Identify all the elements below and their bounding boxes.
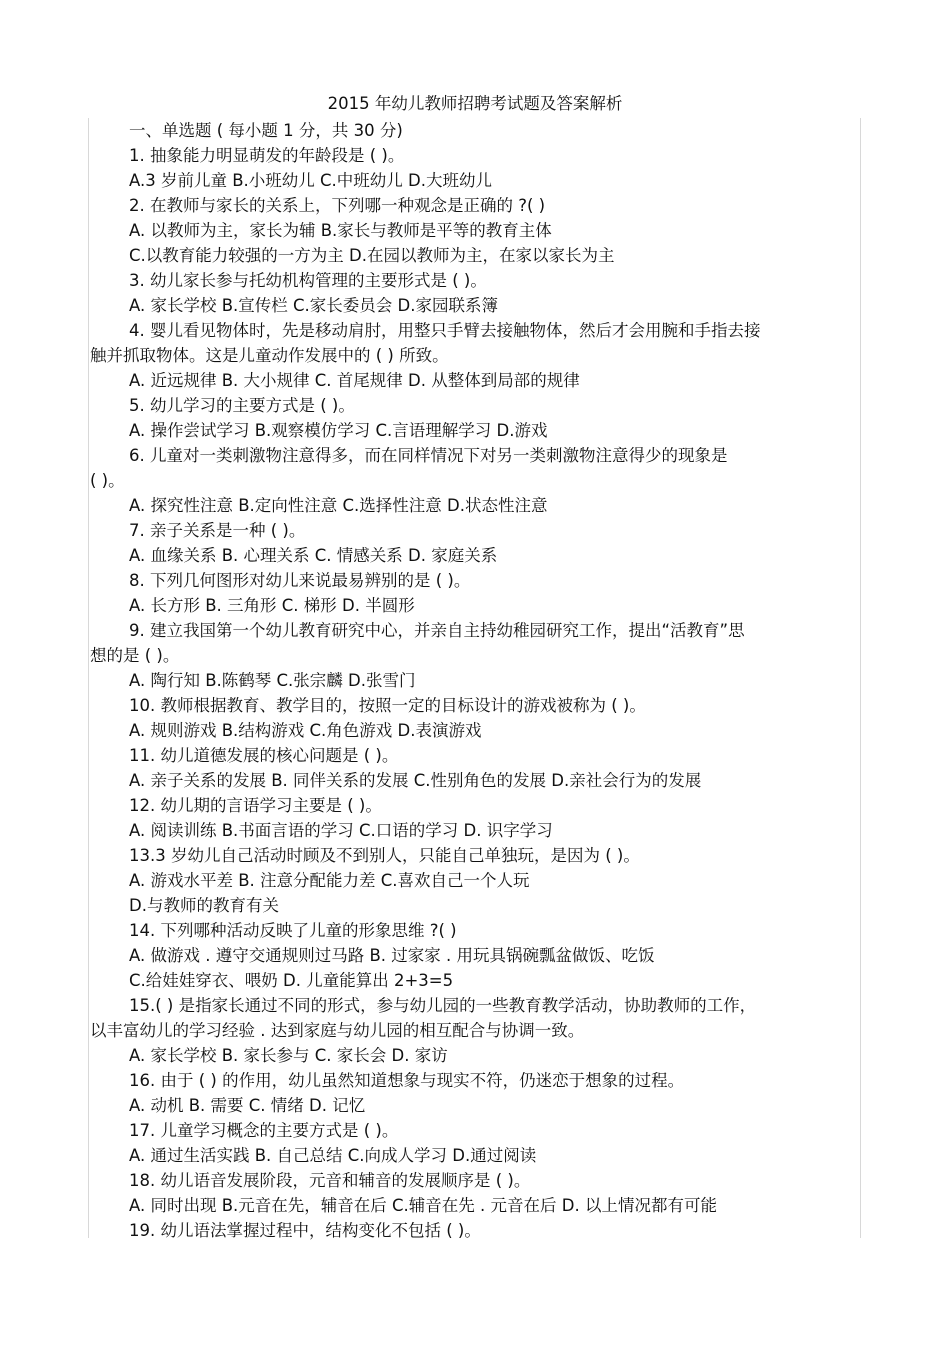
text-line: A. 规则游戏 B.结构游戏 C.角色游戏 D.表演游戏	[129, 721, 482, 740]
text-line: 11. 幼儿道德发展的核心问题是 ( )。	[129, 746, 399, 765]
text-line: 2. 在教师与家长的关系上，下列哪一种观念是正确的 ?( )	[129, 196, 546, 215]
text-line: 15.( ) 是指家长通过不同的形式，参与幼儿园的一些教育教学活动，协助教师的工作，	[129, 996, 757, 1015]
text-line: A. 亲子关系的发展 B. 同伴关系的发展 C.性别角色的发展 D.亲社会行为的发展	[129, 771, 702, 790]
text-line: A. 同时出现 B.元音在先，辅音在后 C.辅音在先 . 元音在后 D. 以上情况都有可能	[129, 1196, 717, 1215]
text-line: A. 以教师为主，家长为辅 B.家长与教师是平等的教育主体	[129, 221, 552, 240]
text-line: A. 家长学校 B. 家长参与 C. 家长会 D. 家访	[129, 1046, 448, 1065]
text-line: A. 动机 B. 需要 C. 情绪 D. 记忆	[129, 1096, 366, 1115]
text-line: ( )。	[90, 471, 125, 490]
text-line: A.3 岁前儿童 B.小班幼儿 C.中班幼儿 D.大班幼儿	[129, 171, 492, 190]
text-line: A. 近远规律 B. 大小规律 C. 首尾规律 D. 从整体到局部的规律	[129, 371, 580, 390]
document-body	[90, 118, 820, 1243]
text-line: 想的是 ( )。	[90, 646, 180, 665]
right-margin-line	[860, 118, 861, 1238]
text-line: 3. 幼儿家长参与托幼机构管理的主要形式是 ( )。	[129, 271, 487, 290]
text-line: A. 阅读训练 B.书面言语的学习 C.口语的学习 D. 识字学习	[129, 821, 553, 840]
text-line: 12. 幼儿期的言语学习主要是 ( )。	[129, 796, 382, 815]
text-line: 19. 幼儿语法掌握过程中，结构变化不包括 ( )。	[129, 1221, 481, 1240]
text-line: A. 游戏水平差 B. 注意分配能力差 C.喜欢自己一个人玩	[129, 871, 530, 890]
text-line: 4. 婴儿看见物体时，先是移动肩肘，用整只手臂去接触物体，然后才会用腕和手指去接	[129, 321, 761, 340]
text-line: A. 探究性注意 B.定向性注意 C.选择性注意 D.状态性注意	[129, 496, 548, 515]
text-line: 9. 建立我国第一个幼儿教育研究中心，并亲自主持幼稚园研究工作，提出“活教育”思	[129, 621, 745, 640]
text-line: A. 陶行知 B.陈鹤琴 C.张宗麟 D.张雪门	[129, 671, 416, 690]
text-line: C.以教育能力较强的一方为主 D.在园以教师为主，在家以家长为主	[129, 246, 615, 265]
text-line: 5. 幼儿学习的主要方式是 ( )。	[129, 396, 355, 415]
text-line: A. 操作尝试学习 B.观察模仿学习 C.言语理解学习 D.游戏	[129, 421, 548, 440]
text-line: A. 通过生活实践 B. 自己总结 C.向成人学习 D.通过阅读	[129, 1146, 537, 1165]
text-line: 以丰富幼儿的学习经验 . 达到家庭与幼儿园的相互配合与协调一致。	[90, 1021, 585, 1040]
text-line: 17. 儿童学习概念的主要方式是 ( )。	[129, 1121, 399, 1140]
text-line: A. 做游戏 . 遵守交通规则过马路 B. 过家家 . 用玩具锅碗瓢盆做饭、吃饭	[129, 946, 655, 965]
text-line: 14. 下列哪种活动反映了儿童的形象思维 ?( )	[129, 921, 457, 940]
text-line: A. 长方形 B. 三角形 C. 梯形 D. 半圆形	[129, 596, 415, 615]
left-margin-line	[88, 118, 89, 1238]
section-heading: 一、单选题 ( 每小题 1 分，共 30 分)	[129, 121, 403, 140]
document-title: 2015 年幼儿教师招聘考试题及答案解析	[327, 94, 623, 113]
text-line: A. 家长学校 B.宣传栏 C.家长委员会 D.家园联系簿	[129, 296, 499, 315]
text-line: 13.3 岁幼儿自己活动时顾及不到别人，只能自己单独玩，是因为 ( )。	[129, 846, 640, 865]
text-line: 10. 教师根据教育、教学目的，按照一定的目标设计的游戏被称为 ( )。	[129, 696, 646, 715]
text-line: 7. 亲子关系是一种 ( )。	[129, 521, 306, 540]
text-line: 16. 由于 ( ) 的作用，幼儿虽然知道想象与现实不符，仍迷恋于想象的过程。	[129, 1071, 685, 1090]
text-line: 触并抓取物体。这是儿童动作发展中的 ( ) 所致。	[90, 346, 449, 365]
text-line: C.给娃娃穿衣、喂奶 D. 儿童能算出 2+3=5	[129, 971, 454, 990]
text-line: D.与教师的教育有关	[129, 896, 279, 915]
text-line: 18. 幼儿语音发展阶段，元音和辅音的发展顺序是 ( )。	[129, 1171, 531, 1190]
text-line: A. 血缘关系 B. 心理关系 C. 情感关系 D. 家庭关系	[129, 546, 498, 565]
text-line: 8. 下列几何图形对幼儿来说最易辨别的是 ( )。	[129, 571, 471, 590]
text-line: 6. 儿童对一类刺激物注意得多，而在同样情况下对另一类刺激物注意得少的现象是	[129, 446, 728, 465]
text-line: 1. 抽象能力明显萌发的年龄段是 ( )。	[129, 146, 405, 165]
